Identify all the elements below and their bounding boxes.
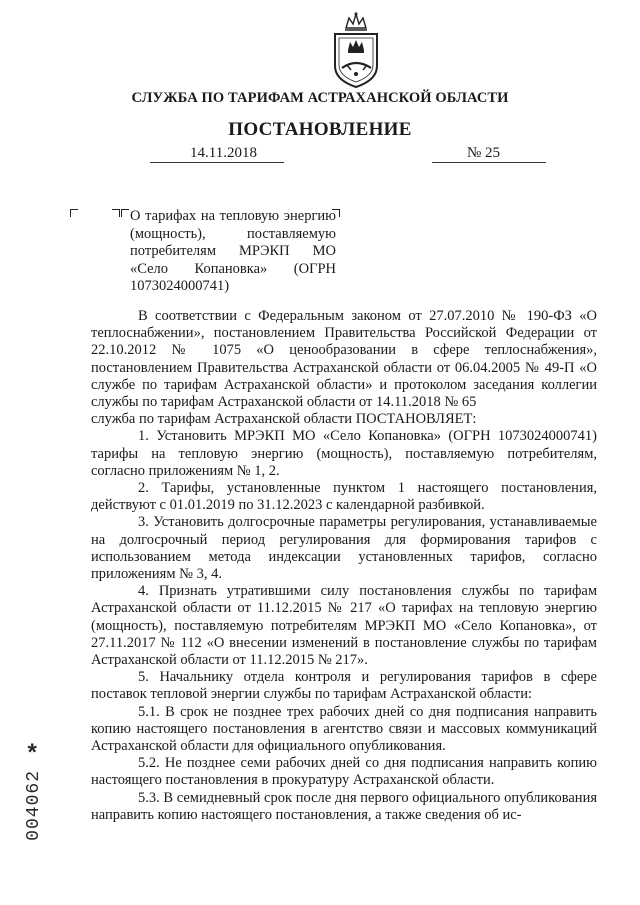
document-date: 14.11.2018: [190, 145, 257, 161]
clause-5: 5. Начальнику отдела контроля и регулирования тарифов в сфере поставок тепловой энергии службы по тарифам Астраханской области:: [91, 669, 597, 703]
decree-line: служба по тарифам Астраханской области ПОСТАНОВЛЯЕТ:: [91, 411, 477, 428]
document-type-title: ПОСТАНОВЛЕНИЕ: [228, 119, 412, 140]
stamp-number: 004062: [24, 770, 44, 841]
document-subject: О тарифах на тепловую энергию (мощность), поставляемую потребителям МРЭКП МО «Село Копановка» (ОГРН 1073024000741): [130, 208, 336, 294]
subject-corner-mark: [121, 209, 129, 217]
clause-5-2: 5.2. Не позднее семи рабочих дней со дня подписания направить копию настоящего постановления в прокуратуру Астраханской области.: [91, 755, 597, 789]
date-underline: [150, 162, 284, 163]
clause-5-3: 5.3. В семидневный срок после дня первого официального опубликования направить копию настоящего постановления, а также сведения об ис-: [91, 789, 597, 823]
agency-name: СЛУЖБА ПО ТАРИФАМ АСТРАХАНСКОЙ ОБЛАСТИ: [131, 90, 509, 106]
preamble-paragraph: В соответствии с Федеральным законом от 27.07.2010 № 190-ФЗ «О теплоснабжении», постановлением Правительства Российской Федерации от 22.10.2012 № 1075 «О ценообразовании в сфере теплоснабжения», постановлением Правительства Астраханской области от 06.04.2005 № 49-П «О службе по тарифам Астраханской области» и протоколом заседания коллегии службы по тарифам Астраханской области от 14.11.2018 № 65: [91, 308, 597, 411]
clause-2: 2. Тарифы, установленные пунктом 1 настоящего постановления, действуют с 01.01.2019 по 31.12.2023 с календарной разбивкой.: [91, 480, 597, 514]
margin-corner-mark: [70, 209, 78, 217]
stamp-mark: *: [25, 742, 40, 769]
document-body: [91, 308, 597, 824]
clause-1: 1. Установить МРЭКП МО «Село Копановка» (ОГРН 1073024000741) тарифы на тепловую энергию (мощность), поставляемую потребителям, согласно приложениям № 1, 2.: [91, 428, 597, 479]
margin-corner-mark: [112, 209, 120, 217]
number-underline: [432, 162, 546, 163]
clause-5-1: 5.1. В срок не позднее трех рабочих дней со дня подписания направить копию настоящего постановления в агентство связи и массовых коммуникаций Астраханской области для официального опубликования.: [91, 703, 597, 755]
clause-3: 3. Установить долгосрочные параметры регулирования, устанавливаемые на долгосрочный период регулирования для формирования тарифов с использованием метода индексации установленных тарифов, согласно приложениям № 3, 4.: [91, 514, 597, 583]
document-number: № 25: [467, 145, 501, 161]
clause-4: 4. Признать утратившими силу постановления службы по тарифам Астраханской области от 11.12.2015 № 217 «О тарифах на тепловую энергию (мощность), поставляемую потребителям МРЭКП МО «Село Копановка», от 27.11.2017 № 112 «О внесении изменений в постановление службы по тарифам Астраханской области от 11.12.2015 № 217».: [91, 583, 597, 669]
coat-of-arms-icon: [329, 10, 383, 90]
registration-stamp: [24, 742, 44, 864]
